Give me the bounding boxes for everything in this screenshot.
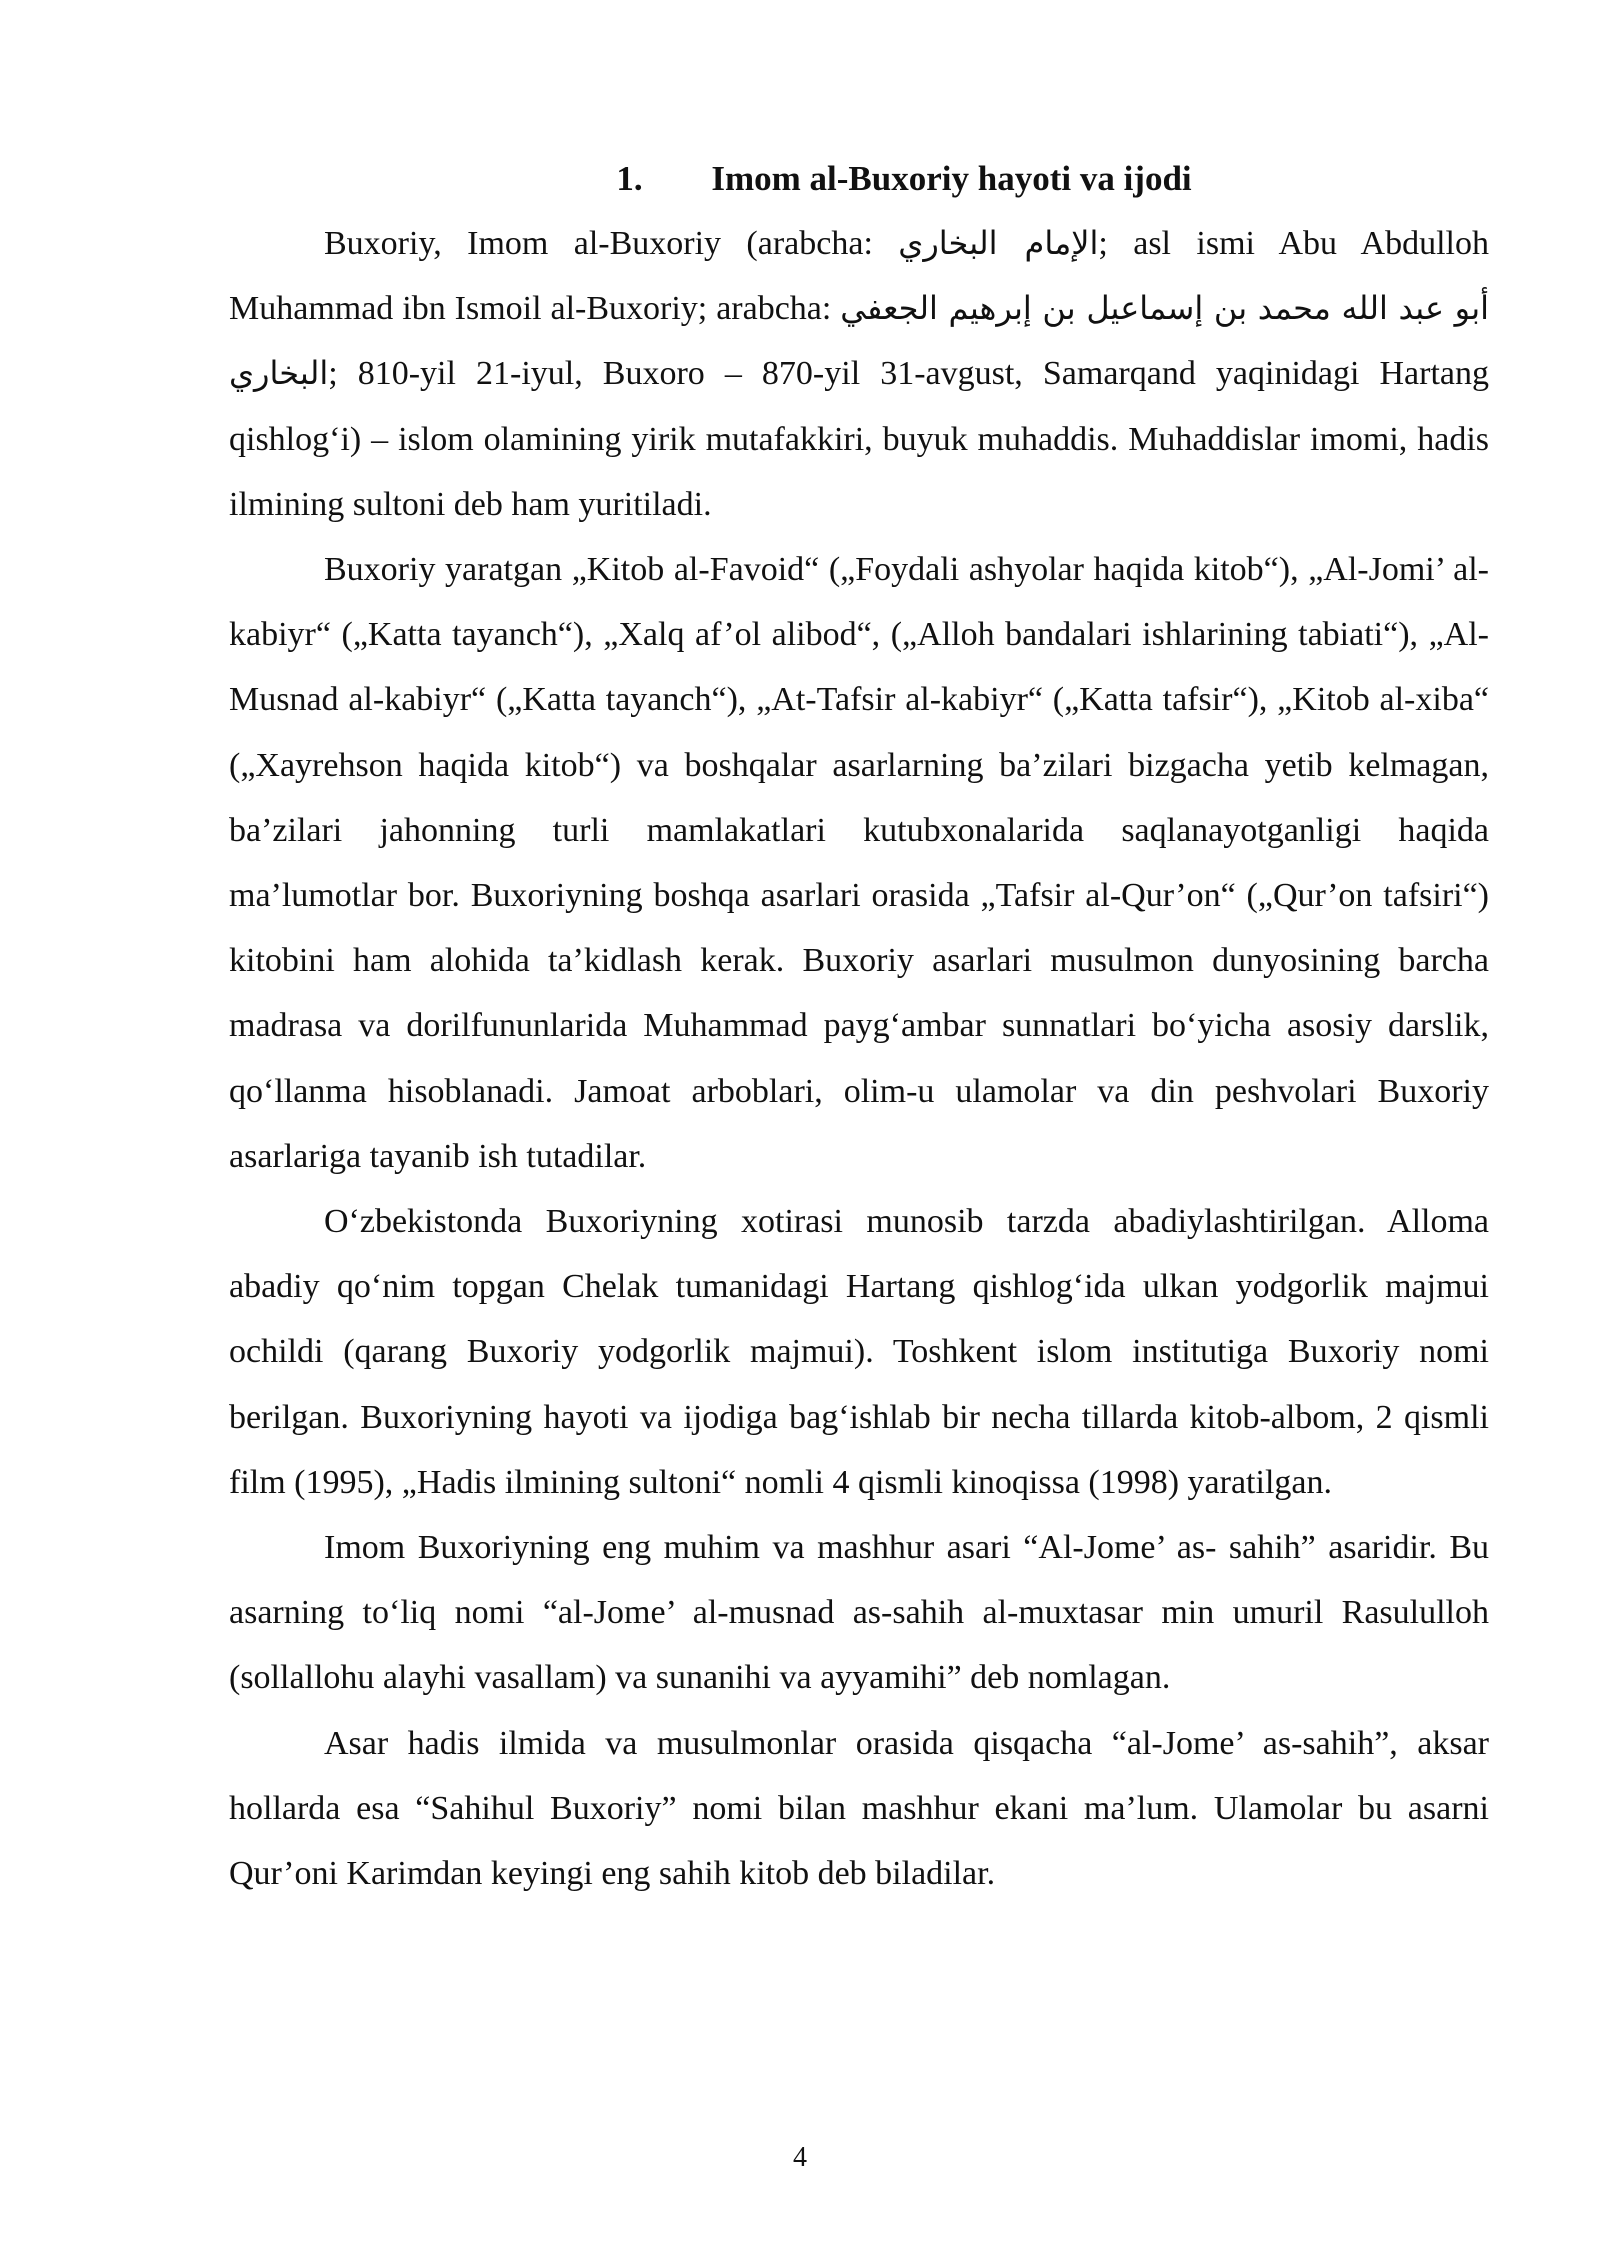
page-number: 4 bbox=[793, 2142, 807, 2173]
paragraph-1-text-c: ; 810-yil 21-iyul, Buxoro – 870-yil 31-avgust, Samarqand yaqinidagi Hartang qishlog‘i) – islom olamining yirik mutafakkiri, buyuk muhaddis. Muhaddislar imomi, hadis ilmining sultoni deb ham yuritiladi. bbox=[229, 355, 1489, 523]
paragraph-1-text-b: ; asl ismi Abu Abdulloh Muhammad ibn Ismoil al-Buxoriy; arabcha: bbox=[229, 225, 1489, 328]
paragraph-4: Imom Buxoriyning eng muhim va mashhur asari “Al-Jome’ as- sahih” asaridir. Bu asarning to‘liq nomi “al-Jome’ al-musnad as-sahih al-muxtasar min umuril Rasululloh (sollallohu alayhi vasallam) va sunanihi va ayyamihi” deb nomlagan. bbox=[229, 1529, 1489, 1697]
paragraph-1-text-a: Buxoriy, Imom al-Buxoriy (arabcha: bbox=[324, 225, 899, 262]
paragraph-3: O‘zbekistonda Buxoriyning xotirasi munosib tarzda abadiylashtirilgan. Alloma abadiy qo‘nim topgan Chelak tumanidagi Hartang qishlog‘ida ulkan yodgorlik majmui ochildi (qarang Buxoriy yodgorlik majmui). Toshkent islom institutiga Buxoriy nomi berilgan. Buxoriyning hayoti va ijodiga bag‘ishlab bir necha tillarda kitob-albom, 2 qismli film (1995), „Hadis ilmining sultoni“ nomli 4 qismli kinoqissa (1998) yaratilgan. bbox=[229, 1203, 1489, 1501]
paragraph-2: Buxoriy yaratgan „Kitob al-Favoid“ („Foydali ashyolar haqida kitob“), „Al-Jomi’ al-kabiyr“ („Katta tayanch“), „Xalq af’ol alibod“, („Alloh bandalari ishlarining tabiati“), „Al-Musnad al-kabiyr“ („Katta tayanch“), „At-Tafsir al-kabiyr“ („Katta tafsir“), „Kitob al-xiba“ („Xayrehson haqida kitob“) va boshqalar asarlarning ba’zilari bizgacha yetib kelmagan, ba’zilari jahonning turli mamlakatlari kutubxonalarida saqlanayotganligi haqida ma’lumotlar bor. Buxoriyning boshqa asarlari orasida „Tafsir al-Qur’on“ („Qur’on tafsiri“) kitobini ham alohida ta’kidlash kerak. Buxoriy asarlari musulmon dunyosining barcha madrasa va dorilfununlarida Muhammad payg‘ambar sunnatlari bo‘yicha asosiy darslik, qo‘llanma hisoblanadi. Jamoat arboblari, olim-u ulamolar va din peshvolari Buxoriy asarlariga tayanib ish tutadilar. bbox=[229, 551, 1489, 1175]
section-title: Imom al-Buxoriy hayoti va ijodi bbox=[711, 159, 1192, 198]
paragraph-1 bbox=[229, 211, 1489, 537]
page-content bbox=[229, 146, 1489, 1906]
paragraph-5: Asar hadis ilmida va musulmonlar orasida qisqacha “al-Jome’ as-sahih”, aksar hollarda esa “Sahihul Buxoriy” nomi bilan mashhur ekani ma’lum. Ulamolar bu asarni Qur’oni Karimdan keyingi eng sahih kitob deb biladilar. bbox=[229, 1724, 1489, 1893]
section-number: 1. bbox=[616, 159, 643, 198]
arabic-name-full: أبو عبد الله محمد بن إسماعيل بن إبرهيم الجعفي البخاري bbox=[229, 289, 1489, 393]
arabic-name-short: الإمام البخاري bbox=[898, 224, 1099, 262]
section-heading bbox=[229, 146, 1489, 211]
